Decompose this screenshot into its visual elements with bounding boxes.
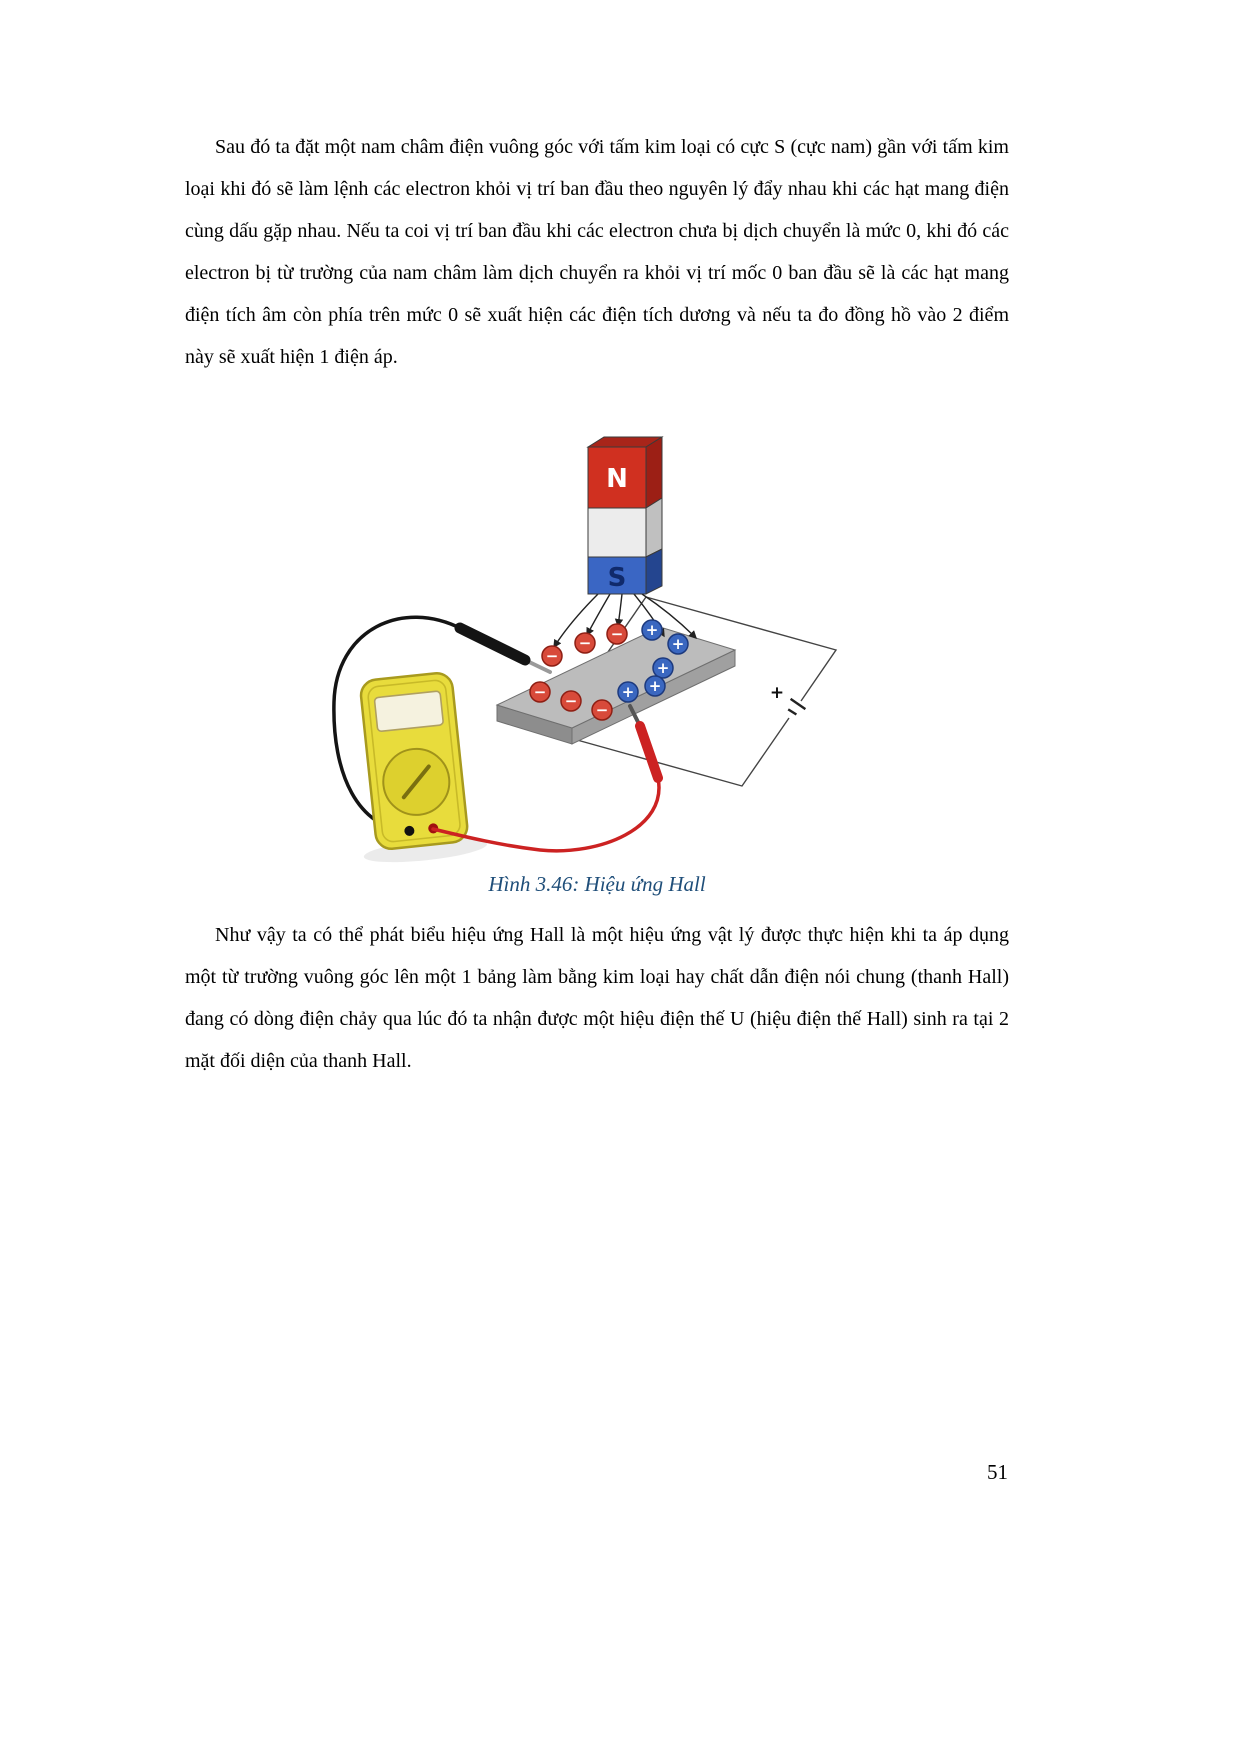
plus-charge-label: + bbox=[648, 677, 662, 695]
black-probe bbox=[460, 628, 550, 672]
plus-charge-label: + bbox=[621, 683, 635, 701]
bar-magnet bbox=[588, 437, 662, 594]
magnet-south-label: S bbox=[607, 563, 627, 593]
plus-charge-label: + bbox=[671, 635, 685, 653]
minus-charge-label: − bbox=[610, 625, 624, 643]
hall-effect-illustration bbox=[300, 430, 860, 870]
battery-plus-label: + bbox=[769, 683, 785, 703]
minus-charge-label: − bbox=[595, 701, 609, 719]
figure-caption: Hình 3.46: Hiệu ứng Hall bbox=[488, 872, 706, 896]
minus-charge-label: − bbox=[545, 647, 559, 665]
minus-charge-label: − bbox=[564, 692, 578, 710]
red-probe bbox=[630, 706, 658, 778]
minus-charge-label: − bbox=[533, 683, 547, 701]
plus-charge-label: + bbox=[645, 621, 659, 639]
paragraph-hall-intro: Sau đó ta đặt một nam châm điện vuông góc với tấm kim loại có cực S (cực nam) gần với tấm kim loại khi đó sẽ làm lệnh các electron khỏi vị trí ban đầu theo nguyên lý đẩy nhau khi các hạt mang điện cùng dấu gặp nhau. Nếu ta coi vị trí ban đầu khi các electron chưa bị dịch chuyển là mức 0, khi đó các electron bị từ trường của nam châm làm dịch chuyển ra khỏi vị trí mốc 0 ban đầu sẽ là các hạt mang điện tích âm còn phía trên mức 0 sẽ xuất hiện các điện tích dương và nếu ta đo đồng hồ vào 2 điểm này sẽ xuất hiện 1 điện áp. bbox=[185, 136, 1009, 368]
magnet-north-label: N bbox=[606, 464, 628, 494]
paragraph-hall-definition: Như vậy ta có thể phát biểu hiệu ứng Hall là một hiệu ứng vật lý được thực hiện khi ta áp dụng một từ trường vuông góc lên một 1 bảng làm bằng kim loại hay chất dẫn điện nói chung (thanh Hall) đang có dòng điện chảy qua lúc đó ta nhận được một hiệu điện thế U (hiệu điện thế Hall) sinh ra tại 2 mặt đối diện của thanh Hall. bbox=[185, 924, 1009, 1072]
battery-symbol bbox=[770, 683, 806, 715]
minus-charge-label: − bbox=[578, 634, 592, 652]
multimeter-display bbox=[374, 691, 443, 732]
plus-charge-label: + bbox=[656, 659, 670, 677]
page-number: 51 bbox=[987, 1460, 1008, 1484]
